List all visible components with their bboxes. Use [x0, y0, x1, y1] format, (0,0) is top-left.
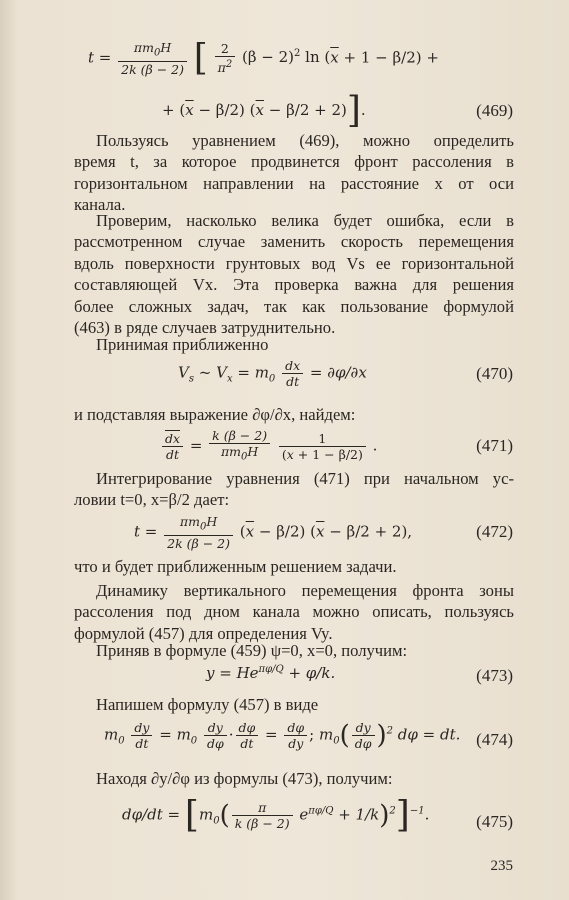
equation-number-472: (472) — [476, 522, 513, 541]
equation-472: t = $\frac{\pi m_0H}{2k (\beta - 2)}$ $(\overline{x} - \beta/2) (\overline{x} - \beta/2 + 2)$, — [134, 514, 413, 551]
equation-number-474: (474) — [476, 730, 513, 749]
text-line: горизонтальном направлении на расстояние x от оси — [74, 173, 514, 193]
text-line: рассоления под дном канала можно описать, пользуясь — [74, 602, 514, 622]
paragraph-8 — [74, 640, 514, 661]
paragraph-10 — [74, 768, 514, 789]
page-number: 235 — [490, 858, 513, 874]
text-line: Динамику вертикального перемещения фронта зоны — [96, 581, 514, 600]
text-line: канала. — [74, 195, 126, 215]
text-line: (463) в ряде случаев затруднительно. — [74, 318, 336, 338]
text-line: более сложных задач, так как пользование формулой — [74, 296, 514, 316]
text-line: время t, за которое продвинется фронт рассоления в — [74, 152, 514, 172]
text-line: рассмотренном случае заменить скорость перемещения — [74, 232, 514, 252]
paragraph-4 — [74, 404, 514, 425]
text-line: Принимая приближенно — [96, 335, 269, 354]
text-line: составляющей Vx. Эта проверка важна для решения — [74, 275, 514, 295]
equation-473: $y = He^{\pi\varphi/Q} + \varphi/k$. — [206, 664, 336, 682]
text-line: Приняв в формуле (459) ψ=0, x=0, получим: — [96, 641, 408, 660]
text-line: Пользуясь уравнением (469), можно определить — [96, 131, 514, 150]
paragraph-3 — [74, 334, 514, 355]
paragraph-6 — [74, 556, 514, 577]
text-line: Интегрирование уравнения (471) при начальном ус- — [96, 469, 514, 488]
equation-470: $V_s$ ~ $V_x = m_0$ $\frac{dx}{dt}$ = ∂φ/∂x — [178, 358, 367, 389]
equation-475: $d\varphi/dt = [m_0$( $\frac{\pi}{k (\beta - 2)}$ $e^{\pi\varphi/Q} + 1/k)^2]^{-1}$. — [122, 794, 430, 836]
equation-number-470: (470) — [476, 364, 513, 383]
text-line: вдоль поверхности грунтовых вод Vs ее горизонтальной — [74, 253, 514, 273]
paragraph-5 — [74, 468, 514, 511]
text-line: Напишем формулу (457) в виде — [96, 695, 319, 714]
text-line: Находя ∂y/∂φ из формулы (473), получим: — [96, 769, 393, 788]
paragraph-2 — [74, 210, 514, 338]
text-line: формулой (457) для определения Vy. — [74, 623, 333, 643]
equation-474: $m_0$ $\frac{dy}{dt}$ = $m_0$ $\frac{dy}{d\varphi}$ · $\frac{d\varphi}{dt}$ = $\frac{d\varphi}{dy}$ ; $m_0$( $\frac{dy}{d\varphi}$ )$^2$ dφ = dt. — [104, 720, 461, 751]
paragraph-1 — [74, 130, 514, 216]
paragraph-9 — [74, 694, 514, 715]
text-line: Проверим, насколько велика будет ошибка, если в — [96, 211, 514, 230]
equation-469-line1: t = $\frac{\pi m_0H}{2k (\beta - 2)}$ [ $\frac{2}{\pi^2}$ $(\beta - 2)^2$ $\ln (\overline{x} + 1 - \beta/2)$ + — [88, 37, 439, 79]
equation-number-475: (475) — [476, 812, 513, 831]
text-line: и подставляя выражение ∂φ/∂x, найдем: — [74, 405, 356, 424]
paragraph-7 — [74, 580, 514, 644]
equation-number-473: (473) — [476, 666, 513, 685]
text-line: что и будет приближенным решением задачи. — [74, 557, 397, 576]
equation-number-471: (471) — [476, 436, 513, 455]
equation-number-469: (469) — [476, 101, 513, 120]
equation-471: $\frac{\overline{dx}}{dt}$ = $\frac{k (\beta - 2)}{\pi m_0H}$ $\frac{1}{(\overline{x} + 1 - \beta/2)}$ . — [160, 428, 377, 465]
equation-469-line2: + $(\overline{x} - \beta/2) (\overline{x} - \beta/2 + 2)$]. — [162, 90, 366, 131]
text-line: ловии t=0, x=β/2 дает: — [74, 490, 230, 510]
